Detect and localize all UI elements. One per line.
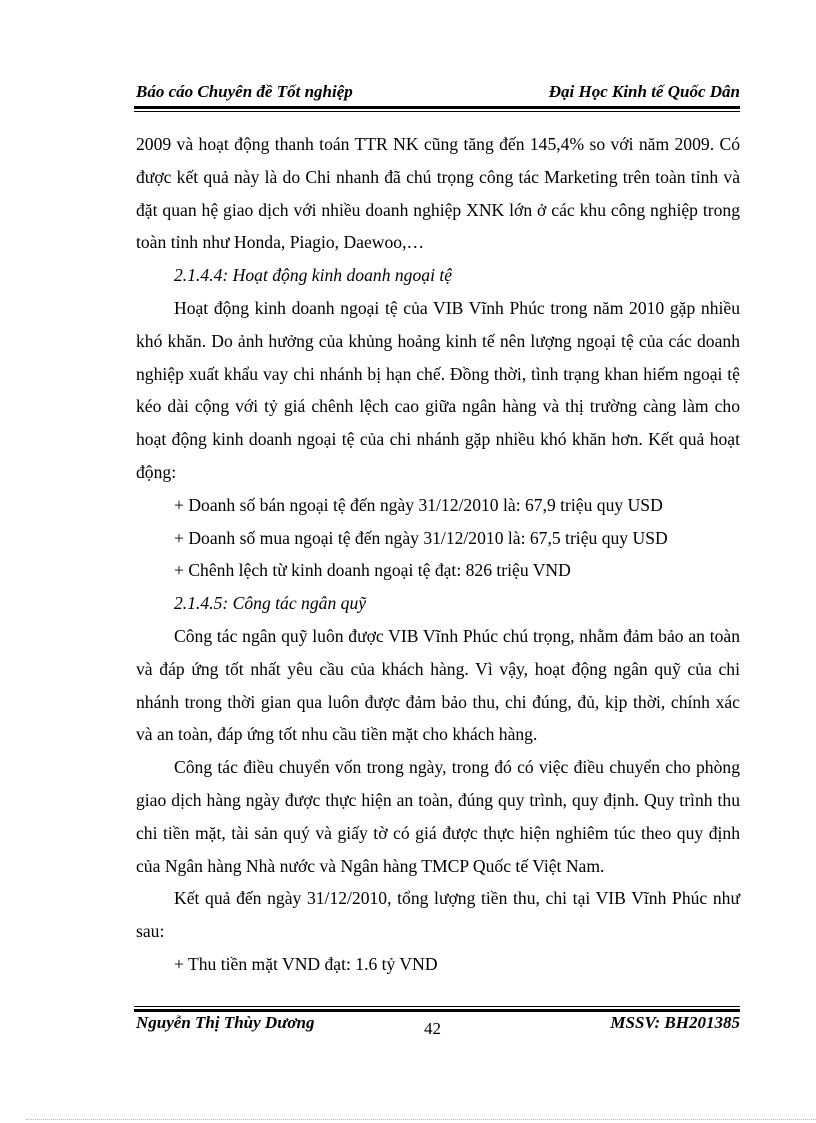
- paragraph-continuation: 2009 và hoạt động thanh toán TTR NK cũng tăng đến 145,4% so với năm 2009. Có được kết quả này là do Chi nhanh đã chú trọng công tác Marketing trên toàn tỉnh và đặt quan hệ giao dịch với nhiều doanh nghiệp XNK lớn ở các khu công nghiệp trong toàn tỉnh như Honda, Piagio, Daewoo,…: [136, 134, 740, 253]
- header-rule-thin: [134, 111, 740, 112]
- page-header: [136, 82, 740, 108]
- university-name: Đại Học Kinh tế Quốc Dân: [548, 82, 740, 101]
- paragraph-capital-transfer: Công tác điều chuyển vốn trong ngày, trong đó có việc điều chuyển cho phòng giao dịch hàng ngày được thực hiện an toàn, đúng quy trình, quy định. Quy trình thu chi tiền mặt, tài sản quý và giấy tờ có giá được thực hiện nghiêm túc theo quy định của Ngân hàng Nhà nước và Ngân hàng TMCP Quốc tế Việt Nam.: [136, 757, 740, 876]
- student-id: MSSV: BH201385: [610, 1013, 740, 1032]
- section-heading-2-1-4-4: 2.1.4.4: Hoạt động kinh doanh ngoại tệ: [174, 265, 453, 286]
- section-heading-2-1-4-5: 2.1.4.5: Công tác ngân quỹ: [174, 593, 367, 614]
- bullet-forex-purchases: + Doanh số mua ngoại tệ đến ngày 31/12/2010 là: 67,5 triệu quy USD: [174, 527, 668, 548]
- page-edge-dotted-line: [26, 1119, 816, 1120]
- author-name: Nguyễn Thị Thùy Dương: [136, 1013, 315, 1032]
- paragraph-results: Kết quả đến ngày 31/12/2010, tổng lượng tiền thu, chi tại VIB Vĩnh Phúc như sau:: [136, 888, 740, 942]
- bullet-forex-sales: + Doanh số bán ngoại tệ đến ngày 31/12/2010 là: 67,9 triệu quy USD: [174, 494, 663, 515]
- paragraph-treasury: Công tác ngân quỹ luôn được VIB Vĩnh Phúc chú trọng, nhằm đảm bảo an toàn và đáp ứng tốt nhất yêu cầu của khách hàng. Vì vậy, hoạt động ngân quỹ của chi nhánh trong thời gian qua luôn được đảm bảo thu, chi đúng, đủ, kịp thời, chính xác và an toàn, đáp ứng tốt nhu cầu tiền mặt cho khách hàng.: [136, 625, 740, 745]
- header-rule-thick: [134, 106, 740, 109]
- report-title: Báo cáo Chuyên đề Tốt nghiệp: [136, 82, 353, 101]
- page-footer: [136, 1013, 740, 1043]
- paragraph-forex-intro: Hoạt động kinh doanh ngoại tệ của VIB Vĩnh Phúc trong năm 2010 gặp nhiều khó khăn. Do ảnh hưởng của khủng hoảng kinh tế nên lượng ngoại tệ của các doanh nghiệp xuất khẩu vay chi nhánh bị hạn chế. Đồng thời, tình trạng khan hiếm ngoại tệ kéo dài cộng với tỷ giá chênh lệch cao giữa ngân hàng và thị trường càng làm cho hoạt động kinh doanh ngoại tệ của chi nhánh gặp nhiều khó khăn hơn. Kết quả hoạt động:: [136, 297, 740, 482]
- bullet-forex-difference: + Chênh lệch từ kinh doanh ngoại tệ đạt: 826 triệu VND: [174, 560, 571, 581]
- footer-rule-thick: [134, 1009, 740, 1012]
- page-number: 42: [424, 1019, 441, 1038]
- bullet-cash-receipts: + Thu tiền mặt VND đạt: 1.6 tỷ VND: [174, 953, 438, 974]
- footer-rule-thin: [134, 1006, 740, 1007]
- document-body: [136, 128, 740, 981]
